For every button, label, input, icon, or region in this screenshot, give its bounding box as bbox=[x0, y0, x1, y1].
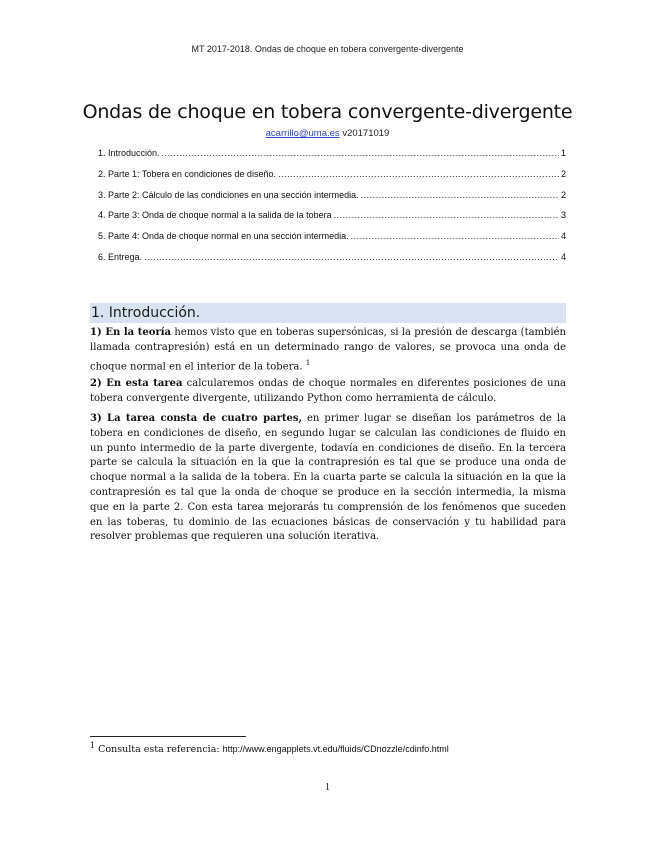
paragraph-1-text: hemos visto que en toberas supersónicas, si la presión de descarga (también llamada contrapresión) está en un determinado rango de valores, se provoca una onda de choque normal en el interior de la tobera. bbox=[90, 327, 566, 372]
page-number: 1 bbox=[325, 782, 330, 793]
toc-entry-label: 1. Introducción. bbox=[98, 148, 160, 158]
paragraph-2-lead: 2) En esta tarea bbox=[90, 378, 183, 389]
toc-entry-label: 3. Parte 2: Cálculo de las condiciones en una sección intermedia. bbox=[98, 189, 359, 200]
toc-entry[interactable] bbox=[98, 205, 566, 226]
toc-entry-label: 5. Parte 4: Onda de choque normal en una sección intermedia. bbox=[98, 231, 349, 242]
toc-leader-dots bbox=[162, 143, 559, 164]
paragraph-3-lead: 3) La tarea consta de cuatro partes, bbox=[90, 413, 302, 424]
toc-leader-dots bbox=[334, 205, 559, 226]
footnote-mark: 1 bbox=[90, 741, 96, 750]
toc-leader-dots bbox=[278, 164, 559, 185]
toc-entry[interactable] bbox=[98, 185, 566, 206]
toc-entry[interactable] bbox=[98, 226, 566, 247]
paragraph-3-text: en primer lugar se diseñan los parámetros de la tobera en condiciones de diseño, en segundo lugar se calculan las condiciones de fluido en un punto intermedio de la parte divergente, todavía en condiciones de diseño. En la tercera parte se calcula la situación en la que la contrapresión es tal que se produce una onda de choque normal a la salida de la tobera. En la cuarta parte se calcula la situación en la que la contrapresión es tal que la onda de choque se produce en la sección intermedia, la misma que en la parte 2. Con esta tarea mejorarás tu comprensión de los fenómenos que suceden en las toberas, tu dominio de las ecuaciones básicas de conservación y tu habilidad para resolver problemas que requieren una solución iterativa. bbox=[90, 413, 567, 543]
toc-entry-label: 6. Entrega. bbox=[98, 251, 143, 262]
paragraph-2-text: calcularemos ondas de choque normales en diferentes posiciones de una tobera convergente divergente, utilizando Python como herramienta de cálculo. bbox=[90, 378, 566, 404]
document-title: Ondas de choque en tobera convergente-divergente bbox=[82, 101, 573, 123]
footnote bbox=[90, 741, 449, 755]
section-heading-text: 1. Introducción. bbox=[91, 305, 201, 321]
toc-entry-page: 1 bbox=[560, 148, 566, 158]
table-of-contents bbox=[98, 143, 566, 268]
footnote-text: Consulta esta referencia: bbox=[95, 744, 223, 756]
toc-entry[interactable] bbox=[98, 164, 566, 185]
paragraph-1-lead: 1) En la teoría bbox=[90, 327, 171, 338]
footnote-separator bbox=[90, 736, 246, 737]
toc-leader-dots bbox=[144, 247, 559, 268]
toc-leader-dots bbox=[361, 185, 559, 206]
footnote-url[interactable]: http://www.engapplets.vt.edu/fluids/CDnozzle/cdinfo.html bbox=[222, 744, 449, 755]
toc-entry-label: 2. Parte 1: Tobera en condiciones de diseño. bbox=[98, 168, 276, 179]
toc-entry[interactable] bbox=[98, 247, 566, 268]
toc-entry[interactable] bbox=[98, 143, 566, 164]
toc-entry-page: 4 bbox=[560, 251, 566, 262]
paragraph-3 bbox=[90, 412, 566, 545]
author-line bbox=[0, 128, 655, 139]
toc-entry-page: 2 bbox=[560, 189, 566, 200]
version-label: v20171019 bbox=[342, 128, 390, 139]
toc-entry-page: 4 bbox=[560, 231, 566, 242]
paragraph-2 bbox=[90, 377, 566, 407]
toc-entry-label: 4. Parte 3: Onda de choque normal a la salida de la tobera bbox=[98, 210, 332, 221]
footnote-reference[interactable]: 1 bbox=[305, 358, 311, 367]
toc-entry-page: 3 bbox=[560, 210, 566, 221]
running-header: MT 2017-2018. Ondas de choque en tobera convergente-divergente bbox=[191, 44, 464, 54]
toc-entry-page: 2 bbox=[560, 168, 566, 179]
section-heading bbox=[90, 303, 566, 323]
paragraph-1 bbox=[90, 326, 566, 375]
author-email-link[interactable]: acarrillo@uma.es bbox=[265, 128, 340, 139]
toc-leader-dots bbox=[351, 226, 559, 247]
